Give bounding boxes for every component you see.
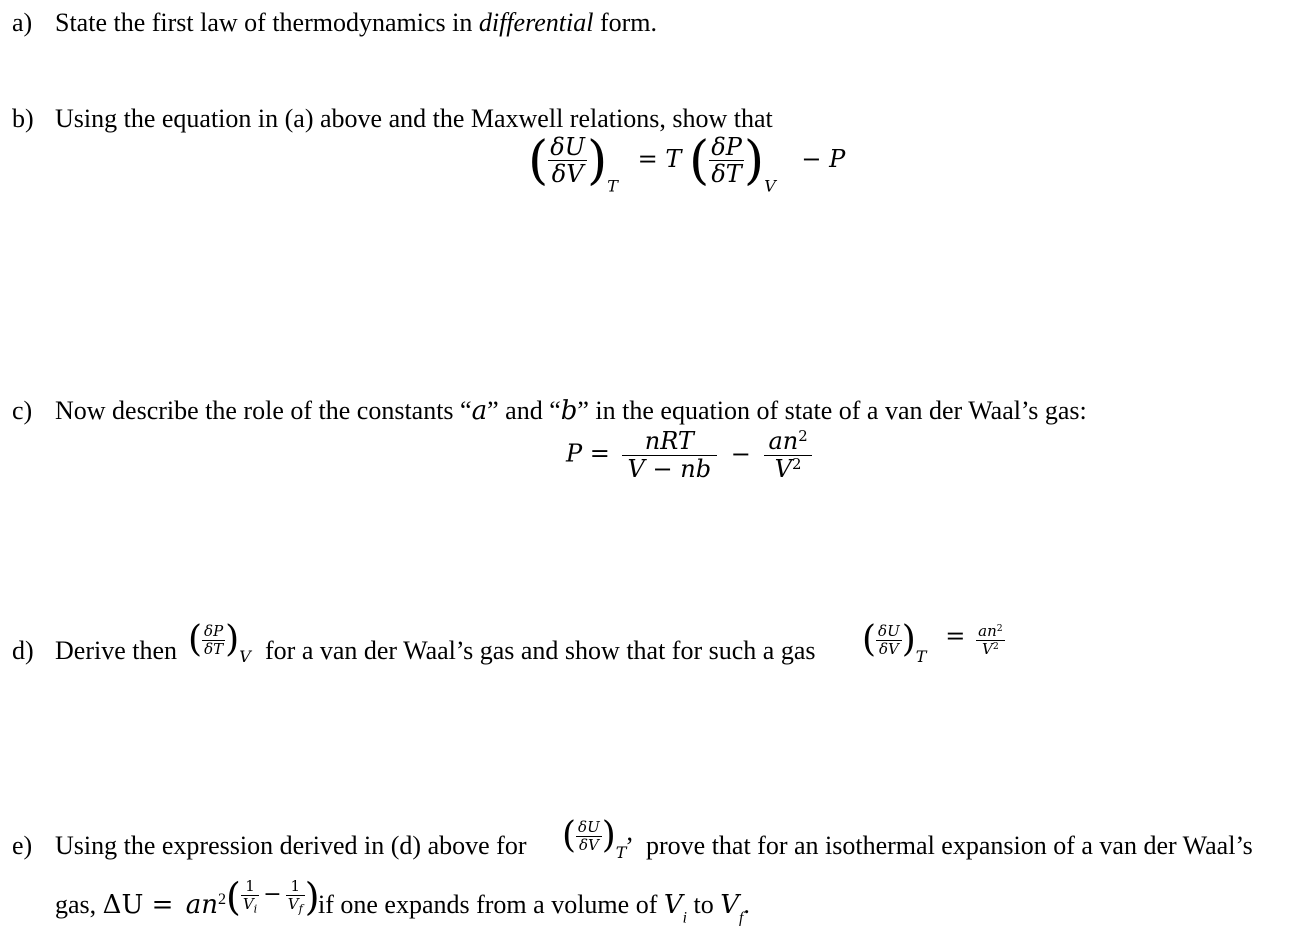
- fraction-numerator: δP: [711, 133, 742, 161]
- subscript: T: [607, 176, 618, 196]
- paren-open: (: [226, 875, 241, 919]
- fraction-numerator: 1: [290, 877, 300, 896]
- equals-sign: =: [945, 622, 966, 650]
- question-b-label: b): [12, 104, 34, 133]
- fraction-numerator: δU: [578, 818, 600, 836]
- fraction: [576, 819, 602, 853]
- equals-T: = T: [637, 145, 682, 174]
- fraction-denominator: δV: [878, 639, 899, 658]
- question-d-text1: Derive then: [55, 636, 178, 665]
- fraction-nRT: [622, 428, 718, 482]
- V-term: V: [982, 639, 993, 658]
- an-term: an: [185, 890, 218, 920]
- superscript: 2: [996, 622, 1003, 634]
- derivative-dU-dV: [862, 619, 1005, 666]
- subscript: f: [739, 909, 744, 927]
- question-e-text1: Using the expression derived in (d) above for: [55, 831, 527, 860]
- gas-text: gas,: [55, 890, 103, 919]
- delta-U: ΔU: [102, 890, 144, 920]
- to-text: to: [686, 890, 721, 919]
- V-term: V: [774, 454, 792, 483]
- question-d: [0, 619, 1310, 682]
- equals: =: [143, 890, 182, 920]
- superscript: 2: [798, 427, 808, 445]
- paren-close: ): [225, 619, 240, 660]
- fraction-denominator: [286, 896, 305, 916]
- paren-open: (: [862, 619, 877, 660]
- question-e-text2: prove that for an isothermal expansion of a van der Waal’s: [646, 831, 1253, 860]
- question-a-text: [55, 10, 657, 36]
- question-c-text-after: ” in the equation of state of a van der Waal’s gas:: [577, 396, 1087, 425]
- question-e: [0, 815, 1310, 878]
- an-term: an: [768, 427, 799, 456]
- fraction-numerator: [764, 428, 811, 455]
- fraction-1-Vi: [241, 878, 259, 915]
- fraction-denominator: δV: [578, 835, 599, 854]
- V-term: V: [242, 894, 254, 913]
- equation-c: [566, 428, 812, 482]
- fraction-denominator: [241, 896, 259, 916]
- question-a-label: a): [12, 8, 33, 37]
- fraction-numerator: δP: [204, 622, 224, 640]
- paren-close: ): [304, 875, 320, 919]
- paren-open: (: [562, 815, 577, 856]
- superscript: 2: [792, 454, 802, 473]
- derivative-dU-dV: [562, 815, 633, 862]
- fraction-an2-V2: [976, 623, 1005, 657]
- fraction: [876, 623, 902, 657]
- P-equals: P =: [566, 439, 610, 468]
- question-c-text: [55, 398, 1087, 424]
- question-c-text-mid: ” and “: [487, 396, 561, 425]
- paren-open: (: [528, 130, 549, 191]
- question-a-text-before: State the first law of thermodynamics in: [55, 8, 479, 37]
- question-e-label: e): [12, 831, 33, 860]
- fraction-denominator: δT: [204, 639, 224, 658]
- equation-b: [528, 130, 846, 196]
- question-e-line2-text: [55, 892, 226, 918]
- fraction-numerator: [976, 623, 1005, 640]
- subscript: V: [239, 647, 251, 666]
- fraction-numerator: 1: [245, 877, 255, 896]
- fraction-1-Vf: [286, 878, 305, 915]
- subscript: T: [615, 843, 627, 862]
- constant-b: b: [560, 396, 578, 426]
- question-c-label: c): [12, 396, 33, 425]
- V-initial: V: [663, 890, 683, 920]
- fraction-denominator: δV: [551, 160, 584, 189]
- question-e-text3: [318, 892, 750, 926]
- fraction-numerator: δU: [878, 622, 900, 640]
- expands-text: if one expands from a volume of: [318, 890, 664, 919]
- an-term: an: [978, 622, 997, 640]
- fraction-numerator: δU: [550, 133, 585, 161]
- minus-sign: −: [730, 439, 751, 468]
- subscript: V: [764, 176, 776, 196]
- fraction-dP-dT: [709, 134, 744, 188]
- question-e-line2: [0, 874, 1310, 936]
- fraction-an2: [764, 428, 811, 482]
- subscript: i: [253, 902, 258, 916]
- fraction-denominator: [980, 641, 1001, 658]
- paren-close: ): [743, 130, 765, 191]
- question-a-emphasis: differential: [478, 8, 594, 37]
- reciprocal-difference: [226, 875, 320, 919]
- paren-open: (: [688, 130, 710, 191]
- fraction-denominator: δT: [711, 160, 742, 189]
- question-c-text-before: Now describe the role of the constants “: [55, 396, 472, 425]
- paren-open: (: [188, 619, 203, 660]
- fraction-dU-dV: [548, 134, 587, 188]
- fraction-numerator: nRT: [644, 427, 694, 456]
- V-term: V: [287, 894, 299, 913]
- period: .: [743, 890, 750, 919]
- derivative-dP-dT: [188, 619, 251, 666]
- question-b-text: Using the equation in (a) above and the Maxwell relations, show that: [55, 104, 773, 133]
- paren-close: ): [586, 130, 608, 191]
- superscript: 2: [992, 640, 999, 652]
- superscript: 2: [217, 891, 227, 909]
- minus-sign: −: [263, 882, 282, 907]
- question-a-text-after: form.: [593, 8, 657, 37]
- constant-a: a: [471, 396, 488, 426]
- V-final: V: [720, 890, 739, 920]
- comma: ,: [626, 817, 633, 846]
- paren-close: ): [601, 815, 616, 856]
- subscript: T: [915, 647, 927, 666]
- fraction: [202, 623, 225, 657]
- question-d-text2: for a van der Waal’s gas and show that for such a gas: [265, 636, 816, 665]
- question-d-label: d): [12, 636, 34, 665]
- minus-P: − P: [801, 145, 846, 174]
- subscript: i: [682, 909, 687, 927]
- fraction-denominator: V − nb: [627, 454, 712, 483]
- fraction-denominator: [771, 456, 806, 483]
- paren-close: ): [901, 619, 916, 660]
- subscript: f: [298, 902, 303, 916]
